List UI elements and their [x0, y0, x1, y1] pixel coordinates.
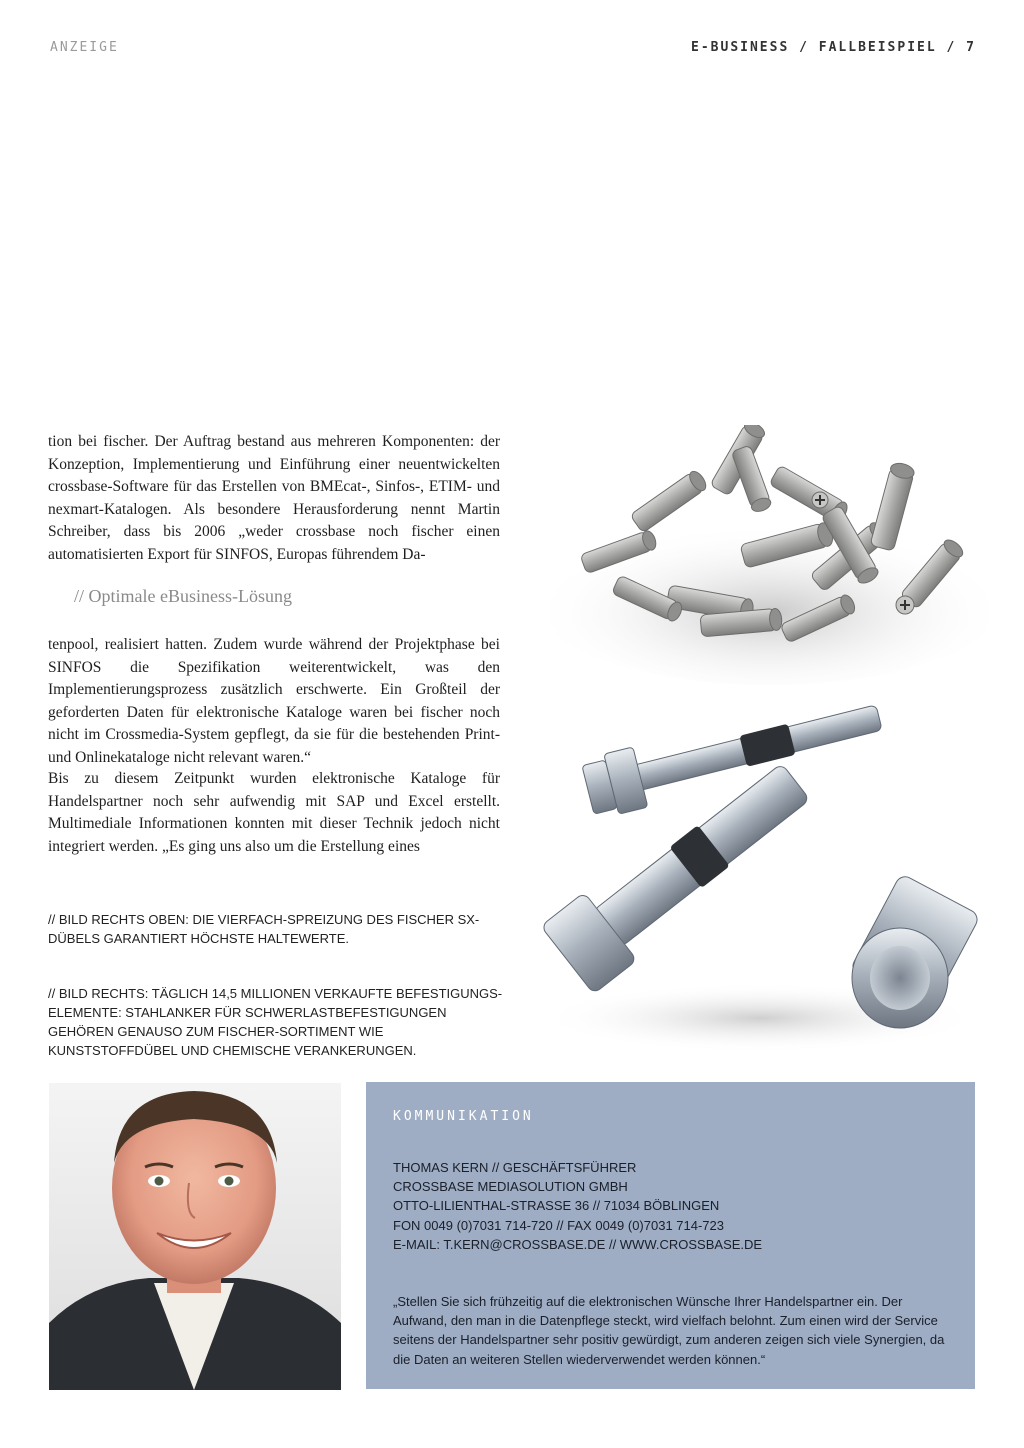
- contact-details: [393, 1158, 762, 1254]
- portrait-photo: [49, 1083, 341, 1390]
- contact-name: THOMAS KERN // GESCHÄFTSFÜHRER: [393, 1160, 637, 1175]
- paragraph-text: tion bei fischer. Der Auftrag bestand aus mehreren Komponenten: der Konzeption, Implementierung und Einführung einer neuentwickelten crossbase-Software für das Erstellen von BMEcat-, Sinfos-, ETIM- und nexmart-Katalogen. Als besondere Herausforderung nennt Martin Schreiber, dass bis 2006 „weder crossbase noch fischer einen automatisierten Export für SINFOS, Europas führendem Da-: [48, 433, 500, 563]
- image-caption-top: // BILD RECHTS OBEN: DIE VIERFACH-SPREIZUNG DES FISCHER SX-DÜBELS GARANTIERT HÖCHSTE HALTEWERTE.: [48, 912, 480, 946]
- article-paragraph-2: [48, 634, 500, 769]
- paragraph-text: tenpool, realisiert hatten. Zudem wurde während der Projektphase bei SINFOS die Spezifikation weiterentwickelt, was den Implementierungsprozess zusätzlich erschwerte. Ein Großteil der geforderten Daten für elektronische Kataloge waren bei fischer noch nicht im Crossmedia-System gepflegt, da sie für die bestehenden Print- und Onlinekataloge nicht relevant waren.“: [48, 636, 500, 766]
- dowels-photo: [520, 425, 1000, 687]
- contact-company: CROSSBASE MEDIASOLUTION GMBH: [393, 1179, 628, 1195]
- article-paragraph-1: [48, 431, 500, 566]
- pullquote: // Optimale eBusiness-Lösung: [74, 586, 292, 606]
- contact-box: [366, 1082, 975, 1389]
- contact-heading: KOMMUNIKATION: [393, 1109, 534, 1124]
- image-caption-right: // BILD RECHTS: TÄGLICH 14,5 MILLIONEN VERKAUFTE BEFESTIGUNGS-ELEMENTE: STAHLANKER FÜR SCHWERLASTBEFESTIGUNGEN GEHÖREN GENAUSO ZUM FISCHER-SORTIMENT WIE KUNSTSTOFFDÜBEL UND CHEMISCHE VERANKERUNGEN.: [48, 986, 503, 1058]
- contact-phone: FON 0049 (0)7031 714-720 // FAX 0049 (0)7031 714-723: [393, 1217, 724, 1233]
- paragraph-text: Bis zu diesem Zeitpunkt wurden elektronische Kataloge für Handelspartner noch sehr aufwendig mit SAP und Excel erstellt. Multimediale Informationen konnten mit dieser Technik jedoch nicht integriert werden. „Es ging uns also um die Erstellung eines: [48, 770, 500, 855]
- steel-anchors-photo: [520, 688, 1000, 1068]
- contact-address: OTTO-LILIENTHAL-STRASSE 36 // 71034 BÖBLINGEN: [393, 1198, 720, 1214]
- page-header: E-BUSINESS / FALLBEISPIEL / 7: [691, 40, 976, 55]
- contact-quote: „Stellen Sie sich frühzeitig auf die elektronischen Wünsche Ihrer Handelspartner ein. Der Aufwand, den man in die Datenpflege steckt, wird vielfach belohnt. Zum einen wird der Service seitens der Handelspartner sehr positiv gewürdigt, zum anderen zeigen sich viele Synergien, da die Daten an weiteren Stellen wiederverwendet werden können.“: [393, 1294, 945, 1367]
- article-paragraph-3: [48, 768, 500, 858]
- contact-email-web: E-MAIL: T.KERN@CROSSBASE.DE // WWW.CROSSBASE.DE: [393, 1236, 763, 1252]
- section-label: ANZEIGE: [50, 40, 119, 55]
